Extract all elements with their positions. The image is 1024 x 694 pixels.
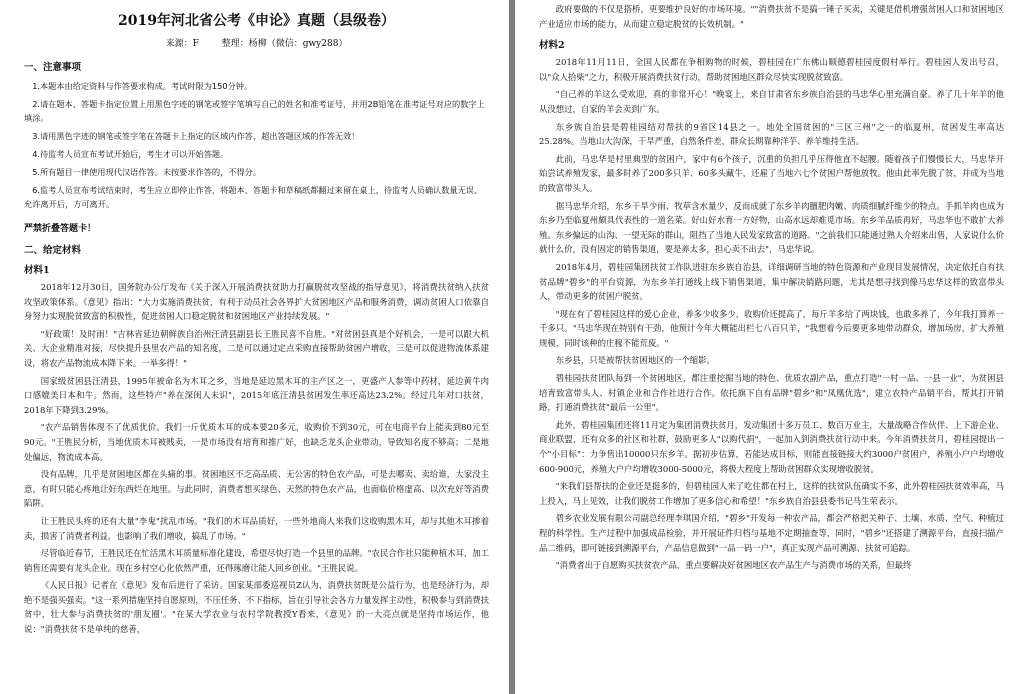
paragraph: "自己养的羊这么受欢迎，真的非常开心！"晚宴上，来自甘肃省东乡族自治县的马忠华心里充满自豪。养了几十年羊的他从没想过，自家的羊会卖到广东。 [539, 89, 1004, 114]
paragraph: 《人民日报》记者在《意见》发布后进行了采访。国家某部委巡视员Z认为，消费扶贫既是公益行为，也是经济行为，却绝不是强买强卖。"这一系列措施坚持自愿原则，不压任务、不下指标，旨在引导社会各方力量发挥主动性，积极参与到消费扶贫中，壮大参与消费扶贫的'朋友圈'。"在某大学农业与农村学院教授Y看来，《意见》的一大亮点就是坚持市场运作，他说："消费扶贫不是单纯的慈善， [24, 580, 489, 635]
rule-item: 2.请在题本、答题卡指定位置上用黑色字迹的钢笔或签字笔填写自己的姓名和准考证号，并用2B铅笔在准考证号对应的数字上填涂。 [24, 99, 485, 123]
material-1-heading: 材料1 [24, 265, 50, 276]
paragraph: 此外，碧桂园集团还将11月定为集团消费扶贫月，发动集团十多万员工、数百万业主，大量战略合作伙伴、上下游企业、商业联盟，还有众多的社区和社群，鼓励更多人"以购代捐"，一起加入到消费扶贫行动中来。今年消费扶贫月，碧桂园提出一个"小目标"：力争售出10000只东乡羊。据初步估算，若能达成目标，则能直接链接大约3000户贫困户，养殖小户户均增收600-900元，养殖大户户均增收3000-5000元，将极大程度上帮助贫困群众实现增收脱贫。 [539, 419, 1004, 474]
paragraph: 尽管临近春节，王胜民还在忙活黑木耳质量标准化建设，希望尽快打造一个县里的品牌。"农民合作社只能种植木耳，加工销售还需要有龙头企业。现在乡村空心化依然严重，还得琢磨让能人回乡创业。"王胜民说。 [24, 548, 489, 573]
document-meta [24, 36, 489, 49]
material-2-heading: 材料2 [539, 40, 565, 52]
source-label: 来源：F [165, 39, 199, 49]
paragraph: 东乡族自治县是碧桂园结对帮扶的9省区14县之一。地处全国贫困的"三区三州"之一的临夏州，贫困发生率高达25.28%。当地山大沟深，干旱严重，自然条件差，群众长期靠种洋芋、养羊维持生活。 [539, 121, 1004, 147]
paragraph: 没有品牌，几乎是贫困地区都在头痛的事。贫困地区不乏高品质、无公害的特色农产品，可是去哪卖、卖给谁，大家没主意，有时只能心疼地让好东西烂在地里。与此同时，消费者想买绿色、天然的特色农产品，也面临价格虚高、以次充好等消费陷阱。 [24, 469, 489, 509]
paragraph: 2018年12月30日，国务院办公厅发布《关于深入开展消费扶贫助力打赢脱贫攻坚战的指导意见》，将消费扶贫纳入扶贫攻坚政策体系。《意见》指出："大力实施消费扶贫，有利于动员社会各界扩大贫困地区产品和服务消费，调动贫困人口依靠自身努力实现脱贫致富的积极性，促进贫困人口稳定脱贫和贫困地区产业持续发展。" [24, 282, 489, 322]
paragraph: "消费者出于自愿购买扶贫农产品，重点要解决好贫困地区农产品生产与消费市场的关系，但最终 [555, 560, 912, 571]
materials-heading: 二、给定材料 [24, 245, 82, 256]
rule-item: 4.待监考人员宣布考试开始后，考生才可以开始答题。 [32, 149, 229, 159]
paragraph: "好政策！及时雨！"吉林省延边朝鲜族自治州汪清县副县长王胜民喜不自胜。"对贫困县真是个好机会，一是可以跟大机关、大企业精准对接，尽快提升县里农产品的知名度，二是可以通过定点采购直接帮助贫困户增收，三是可以促进物流体系建设，将农产品物流成本降下来。一举多得！" [24, 328, 489, 368]
page-left[interactable] [0, 0, 509, 694]
paragraph: 此前，马忠华是村里典型的贫困户，家中有6个孩子，沉重的负担几乎压得他直不起腰。随着孩子们慢慢长大，马忠华开始尝试养殖发家，最多时养了200多只羊、60多头藏牛，还雇了当地六七个贫困户帮他放牧。他由此率先脱了贫，并成为当地的致富带头人。 [539, 153, 1004, 193]
editor-label: 整理：杨柳（微信：gwy288） [221, 39, 348, 49]
paragraph: 让王胜民头疼的还有大量"李鬼"扰乱市场。"我们的木耳品质好，一些外地商人来我们这收购黑木耳，却与其他木耳掺着卖，损害了消费者利益，也影响了我们增收，搞乱了市场。" [24, 515, 489, 541]
rule-item: 1.本题本由给定资料与作答要求构成。考试时限为150分钟。 [32, 81, 253, 91]
paragraph: 国家级贫困县汪清县，1995年被命名为木耳之乡，当地是延边黑木耳的主产区之一，更盛产人参等中药材，延边黄牛肉口感媲美日本和牛。然而，这些特产"养在深闺人未识"，2015年底汪清县贫困发生率还高达23.2%。经过几年对口扶贫，2018年下降到3.29%。 [24, 375, 489, 415]
page-right[interactable] [515, 0, 1024, 694]
paragraph: 据马忠华介绍，东乡干旱少雨、牧草含水量少，反而成就了东乡羊肉膻肥肉嫩、肉质细腻纤维少的特点。手抓羊肉也成为东乡乃至临夏州颇具代表性的一道名菜。好山好水育一方好物，山高水远却难觅市场。东乡羊品质再好，马忠华也不敢扩大养殖。东乡偏远的山沟、一望无际的群山，阻挡了当地人民发家致富的道路。"之前我们只能通过熟人介绍来出售，人家说什么价就什么价，没有固定的销售渠道，要是养太多，担心卖不出去"，马忠华说。 [539, 200, 1004, 255]
paragraph: 2018年11月11日，全国人民都在争相购物的时候，碧桂园在广东佛山顺德碧桂园度假村举行。碧桂园人发出号召，以"众人拾柴"之力，积极开展消费扶贫行动，帮助贫困地区群众尽快实现脱贫致富。 [539, 57, 1004, 82]
paragraph: 碧桂园扶贫团队每到一个贫困地区，都注重挖掘当地的特色、优质农副产品，重点打造"一村一品、一县一业"，为贫困县培育致富带头人、村镇企业和合作社进行合作。依托旗下自有品牌"碧乡"和"凤凰优选"，建立农特产品销平台，帮其打开销路，打通消费扶贫"最后一公里"。 [539, 373, 1004, 413]
paragraph: 2018年4月，碧桂园集团扶贫工作队进驻东乡族自治县，详细调研当地的特色资源和产业现目发展情况，决定依托自有扶贫品牌"碧乡"的平台资源，为东乡羊打通线上线下销售渠道，集中解决销路问题，尤其是想寻找到像马忠华这样的致富带头人，带动更多的贫困户脱贫。 [539, 261, 1004, 302]
warning-text: 严禁折叠答题卡！ [24, 224, 97, 234]
paragraph: 碧乡农业发展有限公司副总经理李琪国介绍，"碧乡"开发每一种农产品，都会严格把关种子、土壤、水质、空气、种植过程的科学性。生产过程中加强成品检验，并开展证件归档与基地不定期抽查等，同时，"碧乡"还搭建了溯源平台，直接扫描产品二维码，即可链接到溯源平台，产品信息做到"一品一码一户"，真正实现产品可溯源、扶贫可追踪。 [539, 513, 1004, 553]
paragraph: "来我们县帮扶的企业还是挺多的，但碧桂园人来了吃住都在村上，这样的扶贫队伍确实不多，此外碧桂园扶贫效率高，马上投入，马上见效，让我们脱贫工作增加了更多信心和希望！"东乡族自治县县委书记马生荣表示。 [539, 481, 1004, 506]
paragraph: "农产品销售体现不了优质优价。我们一斤优质木耳的成本要20多元，收购价不到30元，可在电商平台上能卖到80元至90元。"王胜民分析，当地优质木耳被贱卖，一是市场没有培育和推广好，也缺乏龙头企业带动，导致知名度不够高；二是地处偏远，物流成本高。 [24, 422, 489, 462]
rule-item: 3.请用黑色字迹的钢笔或签字笔在答题卡上指定的区域内作答，超出答题区域的作答无效！ [32, 131, 360, 141]
rule-item: 6.监考人员宣布考试结束时，考生应立即停止作答，将题本、答题卡和草稿纸都翻过来留在桌上，待监考人员确认数量无误、允许离开后，方可离开。 [24, 185, 483, 209]
paragraph: "现在有了碧桂园这样的爱心企业，养多少收多少，收购价还提高了，每斤羊多给了两块钱，也敢多养了，今年我打算养一千多只。"马忠华现在特别有干劲，他预计今年大概能出栏七八百只羊，"我想着今后要更多地带动群众，增加场房，扩大养殖规模，同时该种的庄稼不能荒废。" [539, 308, 1004, 348]
document-title: 2019年河北省公考《申论》真题（县级卷） [118, 13, 395, 29]
paragraph-continued: 政府要做的不仅是搭桥，更要维护良好的市场环境。""消费扶贫不是搞一锤子买卖，关键是借机增强贫困人口和贫困地区产业适应市场的能力，从而建立稳定脱贫的长效机制。" [539, 4, 1004, 29]
rule-item: 5.所有题目一律使用现代汉语作答。未按要求作答的，不得分。 [32, 167, 262, 177]
notice-heading: 一、注意事项 [24, 62, 82, 73]
paragraph: 东乡县，只是被帮扶贫困地区的一个缩影。 [555, 355, 715, 366]
